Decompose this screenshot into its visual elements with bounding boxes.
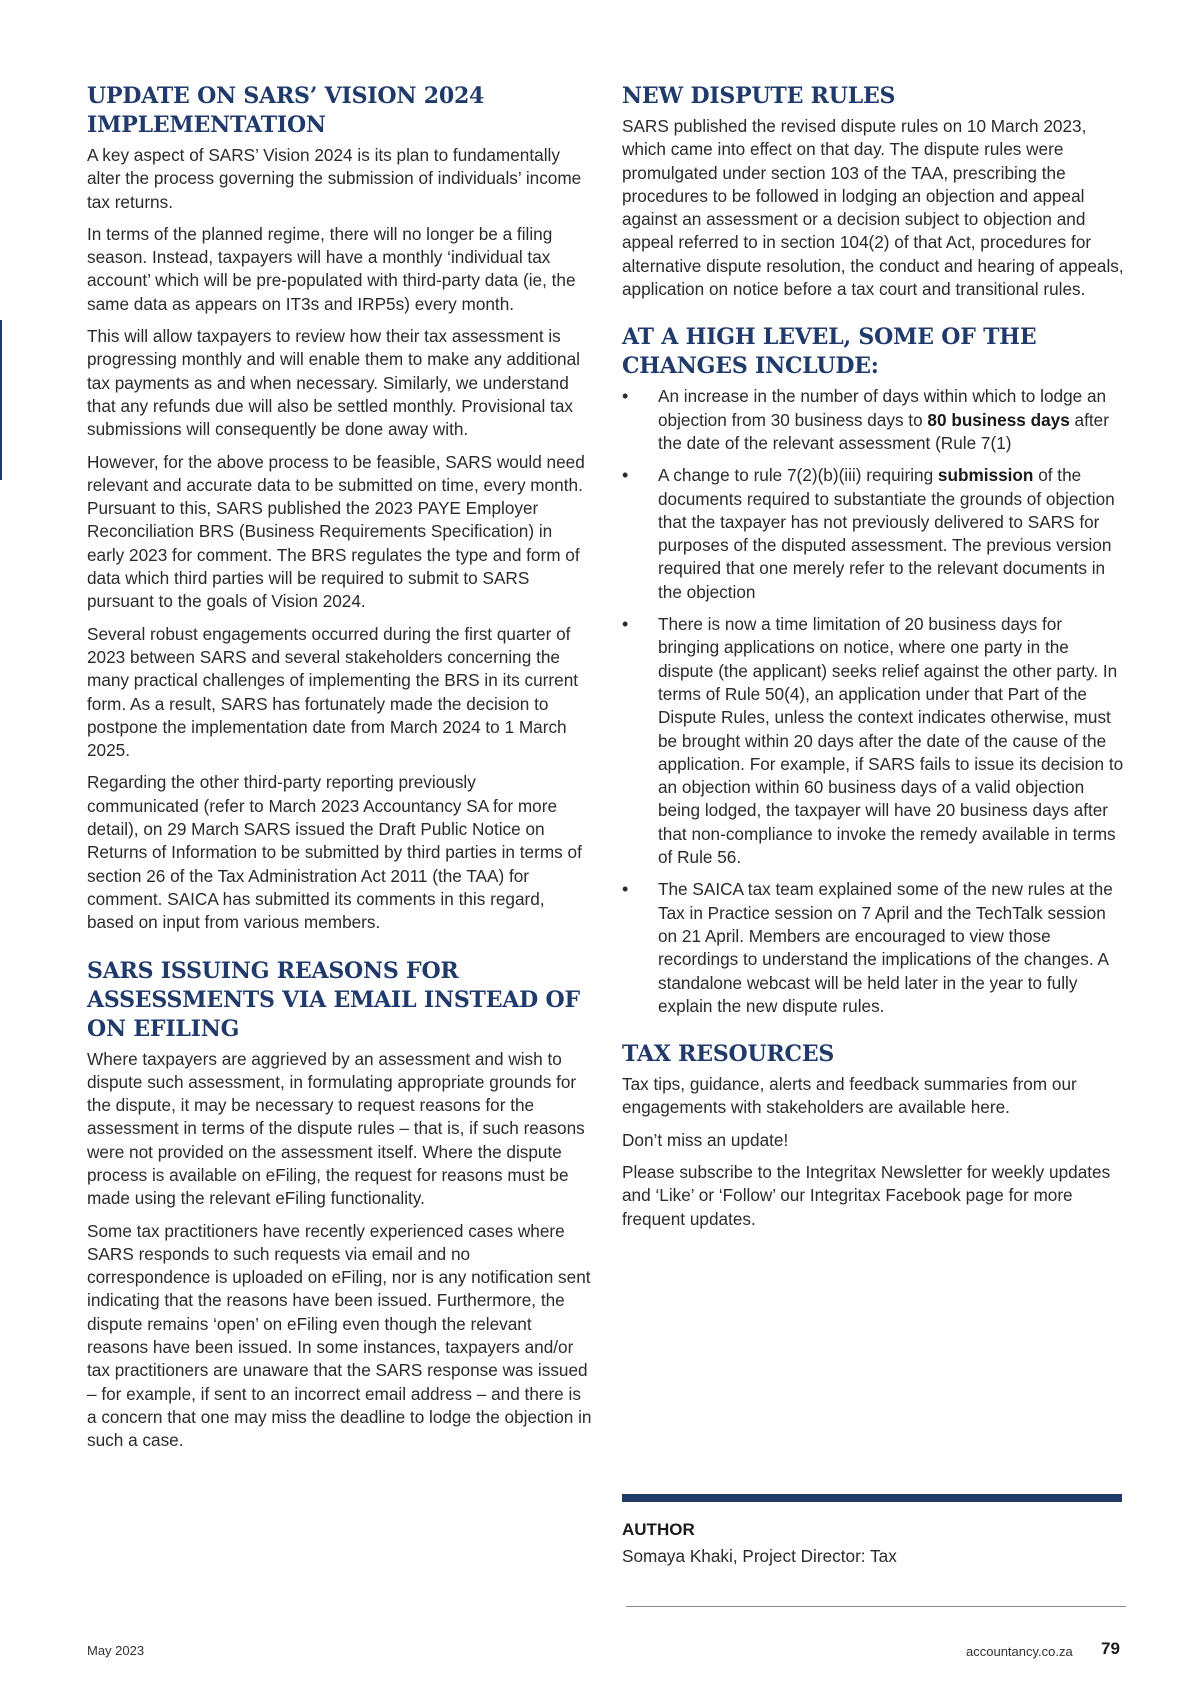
paragraph: Tax tips, guidance, alerts and feedback summaries from our engagements with stakeholders are available here. — [622, 1074, 1077, 1118]
paragraph: SARS published the revised dispute rules on 10 March 2023, which came into effect on that day. The dispute rules were promulgated under section 103 of the TAA, prescribing the procedures to be followed in lodging an objection and appeal against an assessment or a decision subject to objection and appeal referred to in section 104(2) of that Act, procedures for alternative dispute resolution, the conduct and hearing of appeals, application on notice before a tax court and transitional rules. — [622, 116, 1124, 300]
footer-date: May 2023 — [87, 1643, 145, 1658]
paragraph: Several robust engagements occurred during the first quarter of 2023 between SARS and several stakeholders concerning the many practical challenges of implementing the BRS in its current form. As a result, SARS has fortunately made the decision to postpone the implementation date from March 2024 to 1 March 2025. — [87, 623, 579, 761]
paragraph: This will allow taxpayers to review how their tax assessment is progressing monthly and will enable them to make any additional tax payments as and when necessary. Similarly, we understand that any refunds due will also be settled monthly. Provisional tax submissions will consequently be done away with. — [87, 326, 580, 440]
paragraph: Regarding the other third-party reporting previously communicated (refer to March 2023 Accountancy SA for more detail), on 29 March SARS issued the Draft Public Notice on Returns of Information to be submitted by third parties in terms of section 26 of the Tax Administration Act 2011 (the TAA) for comment. SAICA has submitted its comments in this regard, based on input from various members. — [87, 772, 582, 933]
heading-changes-include: AT A HIGH LEVEL, SOME OF THE CHANGES INCLUDE: — [622, 324, 1037, 380]
author-divider — [622, 1494, 1122, 1502]
changes-list — [622, 385, 1127, 1018]
heading-tax-resources: TAX RESOURCES — [622, 1041, 835, 1068]
right-column — [622, 82, 1127, 1240]
list-item: • The SAICA tax team explained some of the new rules at the Tax in Practice session on 7 April and the TechTalk session on 21 April. Members are encouraged to view those recordings to understand the implications of the changes. A standalone webcast will be held later in the year to fully explain the new dispute rules. — [622, 878, 1127, 1018]
heading-new-dispute-rules: NEW DISPUTE RULES — [622, 83, 896, 109]
footer-divider — [626, 1606, 1126, 1607]
list-item: • An increase in the number of days within which to lodge an objection from 30 business days to 80 business days after the date of the relevant assessment (Rule 7(1) — [622, 385, 1127, 455]
list-item: • A change to rule 7(2)(b)(iii) requiring submission of the documents required to substantiate the grounds of objection that the taxpayer has not previously delivered to SARS for purposes of the disputed assessment. The previous version required that one merely refer to the relevant documents in the objection — [622, 464, 1127, 604]
paragraph: However, for the above process to be feasible, SARS would need relevant and accurate data to be submitted on time, every month. Pursuant to this, SARS published the 2023 PAYE Employer Reconciliation BRS (Business Requirements Specification) in early 2023 for comment. The BRS regulates the type and form of data which third parties will be required to submit to SARS pursuant to the goals of Vision 2024. — [87, 451, 585, 612]
heading-reasons-via-email: SARS ISSUING REASONS FOR ASSESSMENTS VIA EMAIL INSTEAD OF ON EFILING — [87, 957, 580, 1042]
bold-text: 80 business days — [927, 409, 1070, 430]
list-item: • There is now a time limitation of 20 business days for bringing applications on notice, where one party in the dispute (the applicant) seeks relief against the other party. In terms of Rule 50(4), an application under that Part of the Dispute Rules, unless the context indicates otherwise, must be brought within 20 days after the date of the cause of the application. For example, if SARS fails to issue its decision to an objection within 60 business days of a valid objection being lodged, the taxpayer will have 20 business days after that non-compliance to invoke the remedy available in terms of Rule 56. — [622, 613, 1127, 869]
footer-website: accountancy.co.za — [966, 1644, 1073, 1659]
author-name: Somaya Khaki, Project Director: Tax — [622, 1546, 897, 1566]
page-number: 79 — [1101, 1639, 1120, 1658]
paragraph: In terms of the planned regime, there will no longer be a filing season. Instead, taxpayers will have a monthly ‘individual tax account’ which will be pre-populated with third-party data (ie, the same data as appears on IT3s and IRP5s) every month. — [87, 223, 576, 314]
bold-text: submission — [937, 465, 1034, 486]
author-label: AUTHOR — [622, 1520, 695, 1539]
left-column — [87, 82, 592, 1462]
heading-vision-2024: UPDATE ON SARS’ VISION 2024 IMPLEMENTATION — [87, 83, 485, 138]
paragraph: Where taxpayers are aggrieved by an assessment and wish to dispute such assessment, in formulating appropriate grounds for the dispute, it may be necessary to request reasons for the assessment in terms of the dispute rules – that is, if such reasons were not provided on the assessment itself. Where the dispute process is available on eFiling, the request for reasons must be made using the relevant eFiling functionality. — [87, 1048, 585, 1209]
left-edge-accent-bar — [0, 320, 2, 480]
paragraph: Please subscribe to the Integritax Newsletter for weekly updates and ‘Like’ or ‘Follow’ our Integritax Facebook page for more frequent updates. — [622, 1161, 1111, 1229]
paragraph: Don’t miss an update! — [622, 1129, 789, 1150]
paragraph: Some tax practitioners have recently experienced cases where SARS responds to such requests via email and no correspondence is uploaded on eFiling, nor is any notification sent indicating that the reasons have been issued. Furthermore, the dispute remains ‘open’ on eFiling even though the relevant reasons have been issued. In some instances, taxpayers and/or tax practitioners are unaware that the SARS response was issued – for example, if sent to an incorrect email address – and there is a concern that one may miss the deadline to lodge the objection in such a case. — [87, 1220, 592, 1451]
paragraph: A key aspect of SARS’ Vision 2024 is its plan to fundamentally alter the process governing the submission of individuals’ income tax returns. — [87, 145, 582, 212]
